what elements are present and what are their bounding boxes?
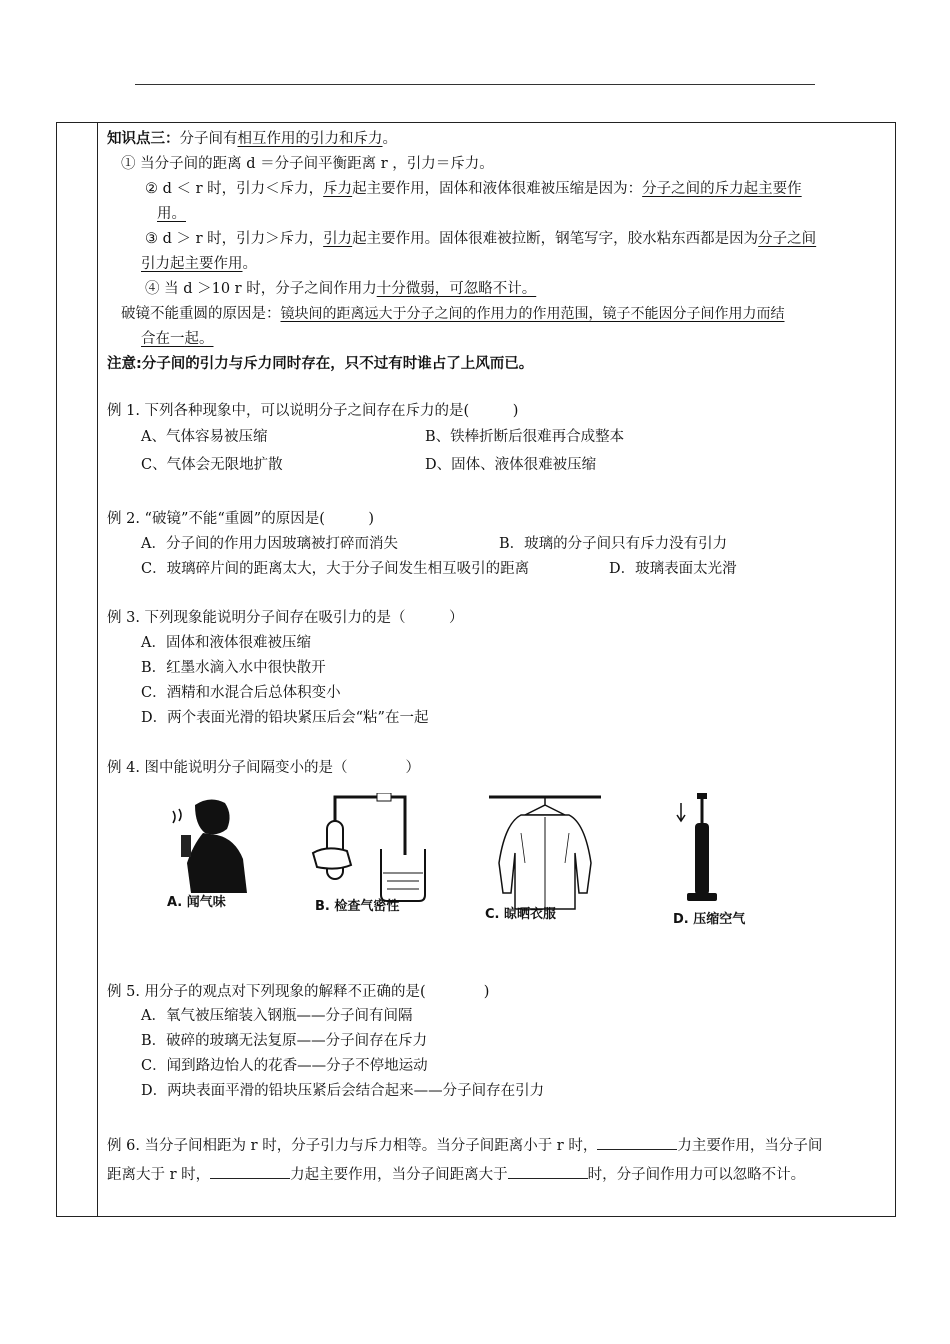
k3-point-2: ② d ＜ r 时，引力＜斥力，斥力起主要作用，固体和液体很难被压缩是因为：分子之间的斥力起主要作 [145, 181, 802, 197]
ex1-option-b: B、铁棒折断后很难再合成整本 [425, 429, 625, 445]
ex5-option-a: A．氧气被压缩装入钢瓶——分子间有间隔 [141, 1008, 413, 1024]
k3-point-2-cont: 用。 [157, 206, 186, 222]
ex5-option-c: C．闻到路边怡人的花香——分子不停地运动 [141, 1058, 428, 1074]
ex2-option-c: C．玻璃碎片间的距离太大，大于分子间发生相互吸引的距离 [141, 561, 530, 577]
figure-b-caption: B. 检查气密性 [315, 899, 400, 914]
k3-heading: 知识点三：分子间有相互作用的引力和斥力。 [107, 131, 397, 147]
header-rule [135, 84, 815, 85]
k3-note: 注意:分子间的引力与斥力同时存在，只不过有时谁占了上风而已。 [107, 356, 534, 372]
ex5-option-b: B．破碎的玻璃无法复原——分子间存在斥力 [141, 1033, 428, 1049]
ex1-option-c: C、气体会无限地扩散 [141, 457, 283, 473]
ex6-blank-1[interactable] [597, 1135, 677, 1150]
ex2-question: 例 2. “破镜”不能“重圆”的原因是( ) [107, 511, 375, 527]
figure-c-clothes [485, 793, 605, 913]
ex3-option-d: D．两个表面光滑的铅块紧压后会“粘”在一起 [141, 710, 429, 726]
ex6-line-2: 距离大于 r 时， 力起主要作用，当分子间距离大于 时，分子间作用力可以忽略不计。 [107, 1164, 805, 1185]
ex2-option-d: D．玻璃表面太光滑 [609, 561, 737, 577]
ex1-question: 例 1. 下列各种现象中，可以说明分子之间存在斥力的是( ) [107, 403, 519, 419]
figure-a-caption: A. 闻气味 [167, 895, 226, 910]
k3-point-3-cont: 引力起主要作用。 [141, 256, 257, 272]
ex3-option-a: A．固体和液体很难被压缩 [141, 635, 311, 651]
ex2-option-b: B．玻璃的分子间只有斥力没有引力 [499, 536, 728, 552]
ex6-blank-2[interactable] [210, 1164, 290, 1179]
ex5-question: 例 5. 用分子的观点对下列现象的解释不正确的是( ) [107, 984, 490, 1000]
left-column-divider [97, 123, 98, 1216]
k3-point-3: ③ d ＞ r 时，引力＞斥力，引力起主要作用。固体很难被拉断，钢笔写字，胶水粘东西都是因为分子之间 [145, 231, 817, 247]
ex3-option-b: B．红墨水滴入水中很快散开 [141, 660, 326, 676]
worksheet-table [56, 122, 896, 1217]
ex1-option-a: A、气体容易被压缩 [141, 429, 268, 445]
k3-broken-mirror-cont: 合在一起。 [141, 331, 214, 347]
ex2-option-a: A．分子间的作用力因玻璃被打碎而消失 [141, 536, 398, 552]
k3-point-4: ④ 当 d ＞10 r 时，分子之间作用力十分微弱，可忽略不计。 [145, 281, 537, 297]
k3-broken-mirror: 破镜不能重圆的原因是：镜块间的距离远大于分子之间的作用力的作用范围，镜子不能因分子间作用力而结 [121, 306, 785, 322]
figure-d-caption: D. 压缩空气 [673, 912, 746, 927]
ex4-question: 例 4. 图中能说明分子间隔变小的是（ ） [107, 760, 421, 776]
ex5-option-d: D．两块表面平滑的铅块压紧后会结合起来——分子间存在引力 [141, 1083, 545, 1099]
ex6-blank-3[interactable] [508, 1164, 588, 1179]
figure-c-caption: C. 晾晒衣服 [485, 907, 557, 922]
ex6-line-1: 例 6. 当分子间相距为 r 时，分子引力与斥力相等。当分子间距离小于 r 时， 力主要作用，当分子间 [107, 1135, 822, 1156]
ex3-question: 例 3. 下列现象能说明分子间存在吸引力的是（ ） [107, 610, 464, 626]
k3-point-1: ① 当分子间的距离 d ＝分子间平衡距离 r ，引力＝斥力。 [121, 156, 494, 172]
figure-b-airtightness [307, 793, 427, 908]
ex3-option-c: C．酒精和水混合后总体积变小 [141, 685, 341, 701]
figure-d-compressed-air [667, 793, 747, 913]
ex1-option-d: D、固体、液体很难被压缩 [425, 457, 597, 473]
